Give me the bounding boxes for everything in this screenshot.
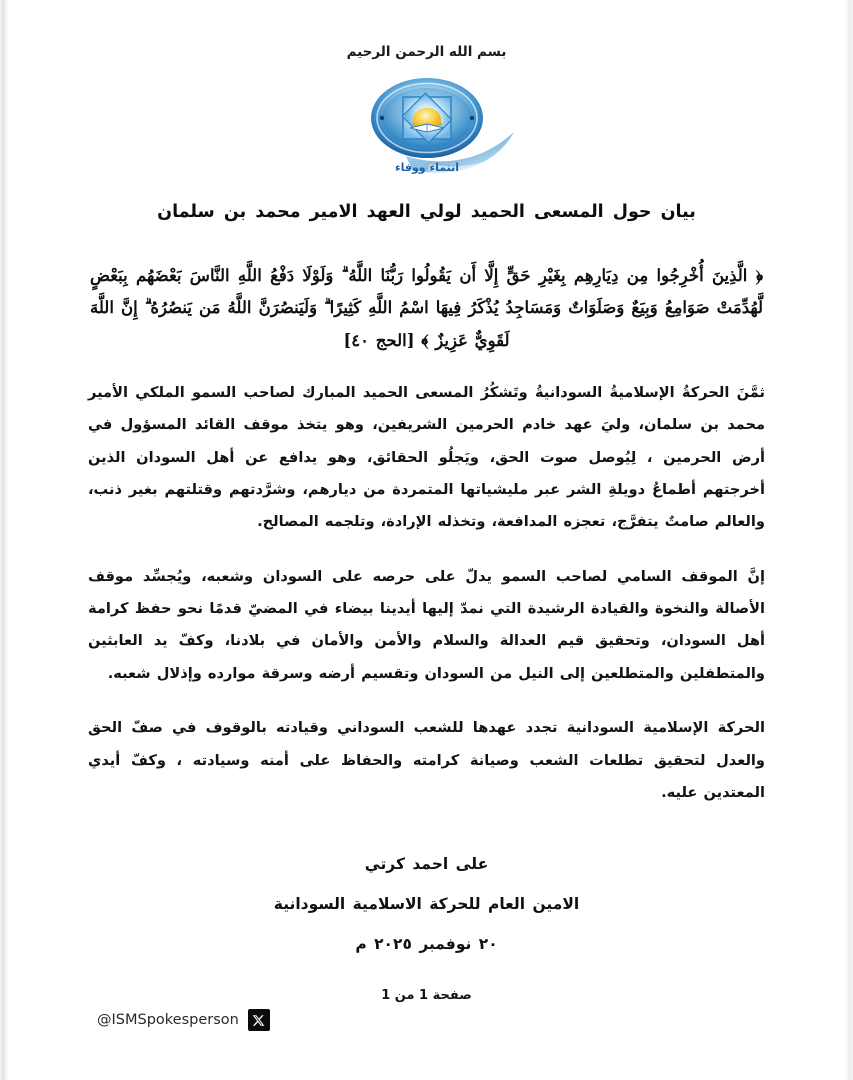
x-twitter-icon[interactable]: [248, 1009, 270, 1031]
social-handle-text[interactable]: @ISMSpokesperson: [97, 1012, 239, 1028]
page-number-indicator: صفحة 1 من 1: [381, 988, 472, 1003]
page-edge-left-shadow: [0, 0, 9, 1080]
paragraph-3: الحركة الإسلامية السودانية تجدد عهدها للشعب السوداني وقيادته بالوقوف في صفّ الحق والعدل لتحقيق تطلعات الشعب وصيانة كرامته والحفاظ على أمنه وسيادته ، وكفّ أيدي المعتدين عليه.: [88, 719, 765, 802]
page-edge-right-shadow: [844, 0, 853, 1080]
signatory-role: الامين العام للحركة الاسلامية السودانية: [273, 895, 580, 914]
signature-block: [86, 855, 767, 953]
basmala-text: بسم الله الرحمن الرحيم: [346, 44, 507, 60]
logo-graphic: [334, 72, 520, 180]
social-handle-bar: [97, 1009, 270, 1031]
paragraph-1: ثمَّنَ الحركةُ الإسلاميةُ السودانيةُ وتَشكُرُ المسعى الحميد المبارك لصاحب السمو الملكي الأمير محمد بن سلمان، وليَ عهد خادم الحرمين الشريفين، وهو يتخذ موقف القائد المسؤول في أرض الحرمين ، لِيُوصل صوت الحق، ويَجلُو الحقائق، وهو يدافع عن أهل السودان الذين أخرجتهم أطماعُ دويلةِ الشر عبر مليشياتها المتمردة من ديارهم، وشرَّدتهم وقتلتهم بغير ذنب، والعالم صامتٌ يتفرَّج، تعجزه المدافعة، وتخذله الإرادة، وتلجمه المصالح.: [88, 383, 765, 531]
statement-body: [86, 377, 767, 810]
logo-motto-text: انتماء ووفاء: [394, 161, 459, 174]
paragraph-2: إنَّ الموقف السامي لصاحب السمو يدلّ على حرصه على السودان وشعبه، ويُجسِّد موقف الأصالة والنخوة والقيادة الرشيدة التي نمدّ إليها أيدينا بيضاء في المضيّ قدمًا نحو حفظ كرامة أهل السودان، وتحقيق قيم العدالة والسلام والأمن والأمان في بلادنا، وكفّ يد العابثين والمتطفلين والمتطلعين إلى النيل من السودان وتقسيم أرضه وسرقة موارده وإذلال شعبه.: [88, 567, 765, 682]
signature-date: ٢٠ نوفمبر ٢٠٢٥ م: [355, 935, 498, 954]
quran-verse: ﴿ الَّذِينَ أُخْرِجُوا مِن دِيَارِهِم بِغَيْرِ حَقٍّ إِلَّا أَن يَقُولُوا رَبُّنَا اللَّهُ ۗ وَلَوْلَا دَفْعُ اللَّهِ النَّاسَ بَعْضَهُم بِبَعْضٍ لَّهُدِّمَتْ صَوَامِعُ وَبِيَعٌ وَصَلَوَاتٌ وَمَسَاجِدُ يُذْكَرُ فِيهَا اسْمُ اللَّهِ كَثِيرًا ۗ وَلَيَنصُرَنَّ اللَّهُ مَن يَنصُرُهُ ۗ إِنَّ اللَّهَ لَقَوِيٌّ عَزِيزٌ ﴾ [الحج ٤٠]: [90, 266, 763, 350]
page-title: بيان حول المسعى الحميد لولي العهد الامير محمد بن سلمان: [157, 202, 696, 222]
signatory-name: على احمد كرتي: [364, 855, 489, 874]
organization-logo: [86, 72, 767, 182]
